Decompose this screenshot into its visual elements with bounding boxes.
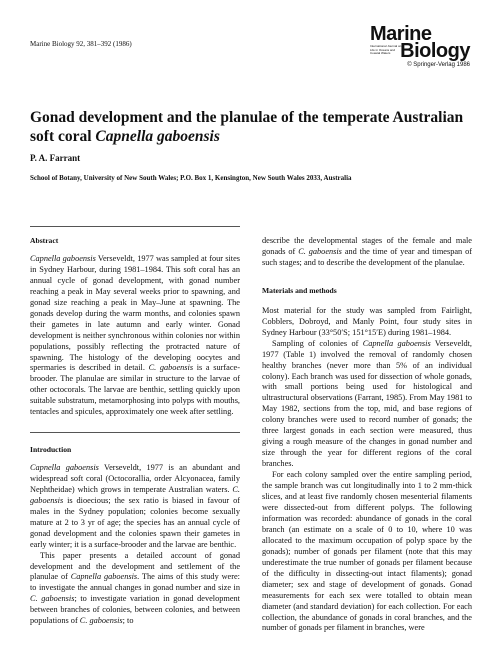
introduction-block bbox=[30, 445, 240, 627]
logo-word-marine: Marine bbox=[370, 23, 432, 45]
abstract-text: Capnella gaboensis Verseveldt, 1977 was sampled at four sites in Sydney Harbour, during 1981–1984. This soft coral has an annual cycle of gonad development, with gonad number reaching a peak in May several weeks prior to spawning, and gonad size reaching a peak in May–June at spawning. The gonads develop during the warm months, and colonies spawn their gametes in late autumn and early winter. Gonad development is neither synchronous within colonies nor within populations, possibly reflecting the protracted nature of spawning. The histology of the developing oocytes and spermaries is described in detail. C. gaboensis is a surface-brooder. The planulae are similar in structure to the larvae of other octocorals. The larvae are benthic, settling quickly upon suitable substratum, metamorphosing into polyps with mouths, tentacles and spicules, approximately one week after settling. bbox=[30, 253, 240, 417]
abstract-heading: Abstract bbox=[30, 236, 59, 245]
abstract-bottom-rule bbox=[30, 432, 240, 433]
methods-paragraph-2: Sampling of colonies of Capnella gaboensis Verseveldt, 1977 (Table 1) involved the removal of randomly chosen healthy branches (never more than 5% of an individual colony). Each branch was used for dissection of whole gonads, with small portions being used for histological and ultrastructural observations (Farrant, 1985). From May 1981 to May 1982, sections from the top, mid, and base regions of colony branches were used to record number of gonads; the three largest gonads in each section were measured, thus giving a rough measure of the changes in gonad number and size through the year for different regions of the coral branches. bbox=[262, 338, 472, 469]
article-title bbox=[30, 108, 470, 146]
methods-paragraph-3: For each colony sampled over the entire sampling period, the sample branch was cut longitudinally into 1 to 2 mm-thick slices, and at least five randomly chosen mesenterial filaments were dissected-out from different polyps. The following information was recorded: abundance of gonads in the coral branch (an estimate on a scale of 0 to 10, where 10 was allocated to the maximum occupation of polyp space by the gonads); number of gonads per filament (note that this may underestimate the true number of gonads per filament because of the difficulty in dissecting-out intact filaments); gonad diameter; sex and stage of development of gonads. Gonad measurements for each sex were totalled to obtain mean diameter (and standard deviation) for each collection. For each collection, the abundance of gonads in coral branches, and the number of gonads per filament in branches, were bbox=[262, 470, 472, 633]
author-name: P. A. Farrant bbox=[30, 153, 81, 163]
introduction-paragraph-2: This paper presents a detailed account of gonad development and the development and settlement of the planulae of Capnella gaboensis. The aims of this study were: to investigate the annual changes in gonad number and size in C. gaboensis; to investigate variation in gonad development between branches of colonies, between colonies, and between populations of C. gaboensis; to bbox=[30, 550, 240, 626]
journal-reference: Marine Biology 92, 381–392 (1986) bbox=[30, 40, 132, 48]
author-affiliation: School of Botany, University of New South Wales; P.O. Box 1, Kensington, New South Wales 2033, Australia bbox=[30, 174, 352, 182]
introduction-continued: describe the developmental stages of the female and male gonads of C. gaboensis and the time of year and timespan of such stages; and to describe the development of the planulae. bbox=[262, 236, 472, 267]
introduction-heading: Introduction bbox=[30, 445, 72, 454]
journal-logo bbox=[370, 23, 470, 68]
logo-subtitle: International Journal on Life in Oceans and Coastal Waters bbox=[370, 44, 402, 55]
abstract-top-rule bbox=[30, 226, 240, 227]
title-species: Capnella gaboensis bbox=[95, 128, 220, 145]
title-text: Gonad development and the planulae of the temperate Australian soft coral bbox=[30, 109, 464, 145]
logo-word-biology: Biology bbox=[400, 40, 470, 62]
methods-paragraph-1: Most material for the study was sampled from Fairlight, Cobblers, Dobroyd, and Manly Point, four study sites in Sydney Harbour (33°50′S; 151°15′E) during 1981–1984. bbox=[262, 305, 472, 337]
right-column bbox=[262, 236, 472, 634]
introduction-paragraph-1: Capnella gaboensis Verseveldt, 1977 is an abundant and widespread soft coral (Octocorallia, order Alcyonacea, family Nephtheidae) which grows in temperate Australian waters. C. gaboensis is dioecious; the sex ratio is biased in favour of males in the Sydney population; colonies become sexually mature at 2 to 3 yr of age; the species has an annual cycle of gonad development and the colonies spawn their gametes in early winter; it is a surface-brooder and the larvae are benthic. bbox=[30, 462, 240, 549]
publisher-copyright: © Springer-Verlag 1986 bbox=[407, 62, 470, 68]
methods-heading: Materials and methods bbox=[262, 285, 337, 295]
abstract-block bbox=[30, 236, 240, 418]
